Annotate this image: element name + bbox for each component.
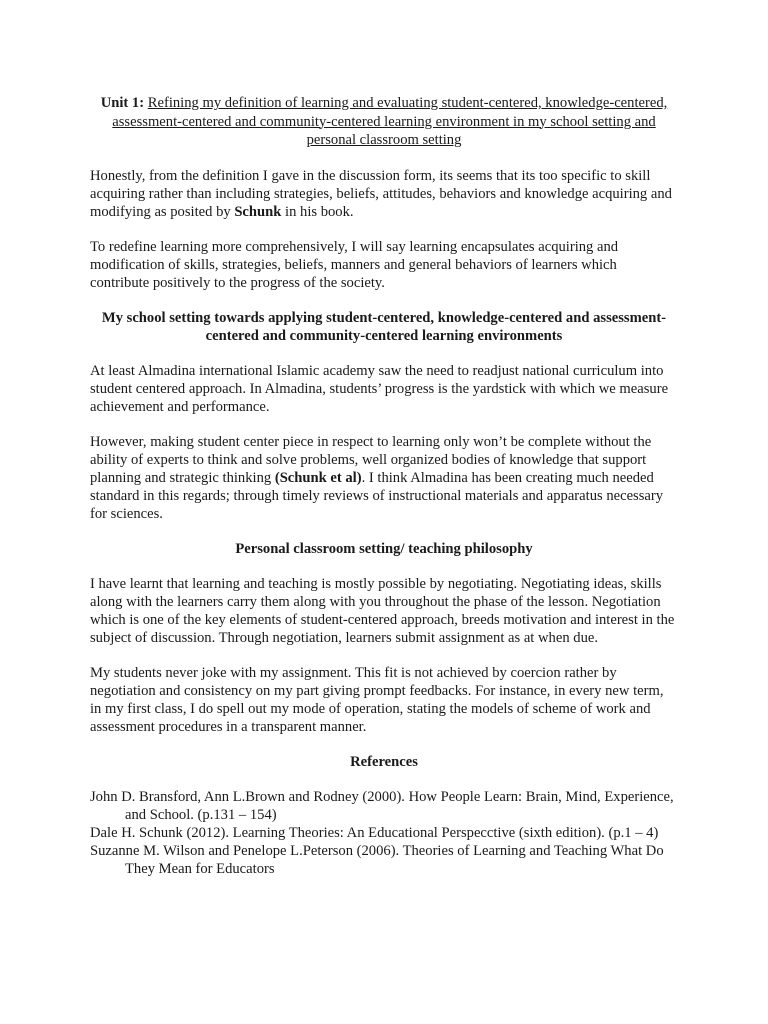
references-heading: References [350,753,418,770]
paragraph-2: To redefine learning more comprehensively, I will say learning encapsulates acquiring and modification of skills, strategies, beliefs, manners and general behaviors of learners which contribute positively to the progress of the society. [90,238,619,291]
paragraph-4-text-a: However, making student center piece in respect to learning only won’t be complete without the ability of experts to think and solve problems, well organized bodies of knowledge that support planning and strategic thinking [90,433,652,486]
paragraph-1 [90,167,678,221]
reference-item: Dale H. Schunk (2012). Learning Theories: An Educational Perspecctive (sixth edition). (p.1 – 4) [90,824,659,841]
paragraph-4-text-b: . I think Almadina has been creating much needed standard in this regards; through timely reviews of instructional materials and apparatus necessary for sciences. [90,469,664,522]
paragraph-1-bold: Schunk [234,203,282,220]
paragraph-5: I have learnt that learning and teaching is mostly possible by negotiating. Negotiating ideas, skills along with the learners carry them along with you throughout the phase of the lesson. Negotiation which is one of the key elements of student-centered approach, breeds motivation and interest in the subject of discussion. Through negotiation, learners submit assignment as at when due. [90,575,675,646]
paragraph-6: My students never joke with my assignment. This fit is not achieved by coercion rather by negotiation and consistency on my part giving prompt feedbacks. For instance, in every new term, in my first class, I do spell out my mode of operation, stating the models of scheme of work and assessment procedures in a transparent manner. [90,664,664,735]
paragraph-1-text-b: in his book. [281,203,354,220]
paragraph-4 [90,433,678,523]
references-list [90,788,678,878]
title-text: Refining my definition of learning and evaluating student-centered, knowledge-centered, assessment-centered and community-centered learning environment in my school setting and personal classroom setting [112,95,668,148]
paragraph-1-text-a: Honestly, from the definition I gave in the discussion form, its seems that its too specific to skill acquiring rather than including strategies, beliefs, attitudes, behaviors and knowledge acquiring and modifying as posited by [90,167,672,220]
unit-label: Unit 1: [100,95,145,111]
paragraph-4-bold: (Schunk et al) [274,469,362,486]
document-title [90,94,678,150]
section-heading-school-setting: My school setting towards applying student-centered, knowledge-centered and assessment-centered and community-centered learning environments [101,309,667,344]
paragraph-3: At least Almadina international Islamic academy saw the need to readjust national curriculum into student centered approach. In Almadina, students’ progress is the yardstick with which we measure achievement and performance. [90,362,669,415]
reference-item: John D. Bransford, Ann L.Brown and Rodney (2000). How People Learn: Brain, Mind, Experience, and School. (p.131 – 154) [90,788,674,823]
section-heading-teaching-philosophy: Personal classroom setting/ teaching philosophy [235,540,533,557]
reference-item: Suzanne M. Wilson and Penelope L.Peterson (2006). Theories of Learning and Teaching What Do They Mean for Educators [90,842,664,877]
document-page [90,94,678,878]
